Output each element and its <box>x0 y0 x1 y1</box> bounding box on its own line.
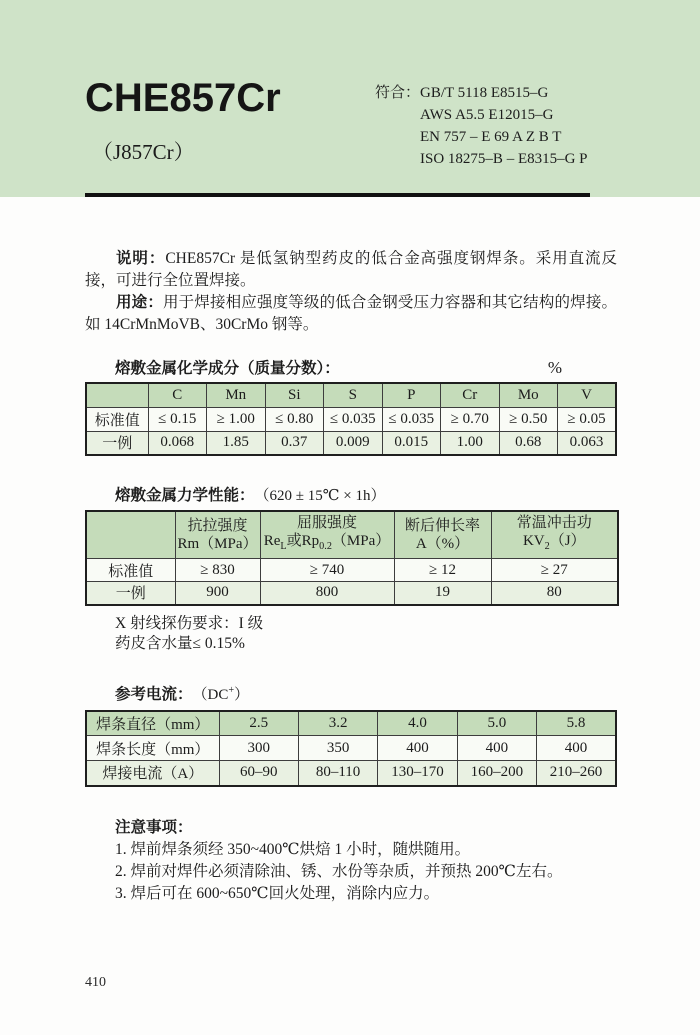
usage-paragraph <box>85 292 617 336</box>
row-label: 标准值 <box>86 559 175 582</box>
length-row <box>86 736 616 761</box>
diameter-value: 4.0 <box>378 711 457 736</box>
mech-properties-table <box>85 510 619 606</box>
current-row <box>86 761 616 786</box>
diameter-row <box>86 711 616 736</box>
mech-col-header: 抗拉强度 Rm（MPa） <box>175 511 260 559</box>
current-title-text: 参考电流： <box>115 685 193 703</box>
chem-value: ≤ 0.80 <box>265 407 324 431</box>
chem-unit: % <box>547 358 562 377</box>
standard-item: ISO 18275–B – E8315–G P <box>420 151 588 167</box>
precaution-item: 3. 焊后可在 600~650℃回火处理，消除内应力。 <box>115 884 440 902</box>
chem-value: ≥ 0.50 <box>499 407 558 431</box>
current-value: 160–200 <box>457 761 536 786</box>
chem-title-text: 熔敷金属化学成分（质量分数）： <box>115 360 340 377</box>
header-rule <box>85 193 590 197</box>
mech-condition: （620 ± 15℃ × 1h） <box>254 488 386 504</box>
precaution-item: 1. 焊前焊条须经 350~400℃烘焙 1 小时，随烘随用。 <box>115 840 471 858</box>
mech-standard-row <box>86 559 618 582</box>
page-header <box>0 0 700 197</box>
chem-col-header: V <box>558 383 617 407</box>
chem-value: 0.68 <box>499 431 558 455</box>
chem-value: 0.37 <box>265 431 324 455</box>
diameter-value: 2.5 <box>219 711 298 736</box>
chem-col-header: Cr <box>441 383 500 407</box>
chem-value: 1.00 <box>441 431 500 455</box>
diameter-value: 5.8 <box>537 711 616 736</box>
usage-label: 用途： <box>116 294 163 311</box>
moisture-note: 药皮含水量≤ 0.15% <box>115 634 245 652</box>
current-value: 130–170 <box>378 761 457 786</box>
page-number: 410 <box>85 975 106 990</box>
row-label: 一例 <box>86 431 148 455</box>
chem-example-row <box>86 431 616 455</box>
mech-example-row <box>86 582 618 605</box>
length-value: 350 <box>298 736 377 761</box>
chem-col-header: Mn <box>207 383 266 407</box>
mech-col-header: 常温冲击功 $KV_2(J)$ <box>491 511 618 559</box>
mech-value: ≥ 12 <box>394 559 491 582</box>
standard-item: AWS A5.5 E12015–G <box>420 107 554 123</box>
row-label: 焊条直径（mm） <box>86 711 219 736</box>
product-model-title: CHE857Cr <box>85 76 281 120</box>
description-label: 说明： <box>116 250 166 267</box>
length-value: 300 <box>219 736 298 761</box>
row-label: 焊条长度（mm） <box>86 736 219 761</box>
length-value: 400 <box>537 736 616 761</box>
chem-value: ≥ 0.70 <box>441 407 500 431</box>
chem-col-header: Si <box>265 383 324 407</box>
standard-item: EN 757 – E 69 A Z B T <box>420 129 562 145</box>
precaution-item: 2. 焊前对焊件必须清除油、锈、水份等杂质，并预热 200℃左右。 <box>115 862 563 880</box>
diameter-value: 5.0 <box>457 711 536 736</box>
precautions-section <box>115 817 617 905</box>
chem-value: ≤ 0.035 <box>382 407 441 431</box>
current-value: 210–260 <box>537 761 616 786</box>
mech-value: ≥ 740 <box>260 559 394 582</box>
mech-value: ≥ 830 <box>175 559 260 582</box>
row-label: 标准值 <box>86 407 148 431</box>
reference-current-table <box>85 710 617 787</box>
standards-block <box>375 82 588 170</box>
chem-value: 0.015 <box>382 431 441 455</box>
precautions-title: 注意事项： <box>115 818 193 836</box>
mech-notes <box>115 614 617 654</box>
current-table-title <box>115 682 617 704</box>
chem-corner-cell <box>86 383 148 407</box>
product-alias: （J857Cr） <box>92 140 195 164</box>
standard-item: GB/T 5118 E8515–G <box>420 85 549 101</box>
chem-value: 0.063 <box>558 431 617 455</box>
chem-col-header: Mo <box>499 383 558 407</box>
length-value: 400 <box>378 736 457 761</box>
chem-composition-table <box>85 382 617 456</box>
chem-col-header: P <box>382 383 441 407</box>
mech-value: ≥ 27 <box>491 559 618 582</box>
row-label: 一例 <box>86 582 175 605</box>
mech-value: 900 <box>175 582 260 605</box>
chem-header-row <box>86 383 616 407</box>
description-paragraph <box>85 248 617 292</box>
description-text: CHE857Cr 是低氢钠型药皮的低合金高强度钢焊条。采用直流反接，可进行全位置焊接。 <box>85 250 617 289</box>
mech-col-header: 屈服强度 $Re_L$或$Rp_{0.2}(MPa)$ <box>260 511 394 559</box>
chem-value: 1.85 <box>207 431 266 455</box>
mech-header-row <box>86 511 618 559</box>
chem-col-header: S <box>324 383 383 407</box>
mech-title-text: 熔敷金属力学性能： <box>115 487 255 504</box>
mech-table-title <box>115 483 617 505</box>
length-value: 400 <box>457 736 536 761</box>
dc-polarity: （DC+） <box>192 684 250 703</box>
chem-value: ≥ 0.05 <box>558 407 617 431</box>
mech-value: 19 <box>394 582 491 605</box>
standards-label: 符合： <box>375 85 421 101</box>
chem-table-title <box>115 356 617 378</box>
chem-standard-row <box>86 407 616 431</box>
current-value: 60–90 <box>219 761 298 786</box>
row-label: 焊接电流（A） <box>86 761 219 786</box>
diameter-value: 3.2 <box>298 711 377 736</box>
chem-value: ≥ 1.00 <box>207 407 266 431</box>
usage-text: 用于焊接相应强度等级的低合金钢受压力容器和其它结构的焊接。如 14CrMnMoVB、30CrMo 钢等。 <box>85 294 617 333</box>
mech-value: 80 <box>491 582 618 605</box>
chem-value: ≤ 0.035 <box>324 407 383 431</box>
page-content <box>85 248 617 905</box>
chem-value: 0.068 <box>148 431 207 455</box>
chem-value: ≤ 0.15 <box>148 407 207 431</box>
mech-corner-cell <box>86 511 175 559</box>
standards-list <box>420 82 588 170</box>
chem-value: 0.009 <box>324 431 383 455</box>
xray-note: X 射线探伤要求：I 级 <box>115 614 264 632</box>
mech-value: 800 <box>260 582 394 605</box>
mech-col-header: 断后伸长率 A（%） <box>394 511 491 559</box>
chem-col-header: C <box>148 383 207 407</box>
current-value: 80–110 <box>298 761 377 786</box>
